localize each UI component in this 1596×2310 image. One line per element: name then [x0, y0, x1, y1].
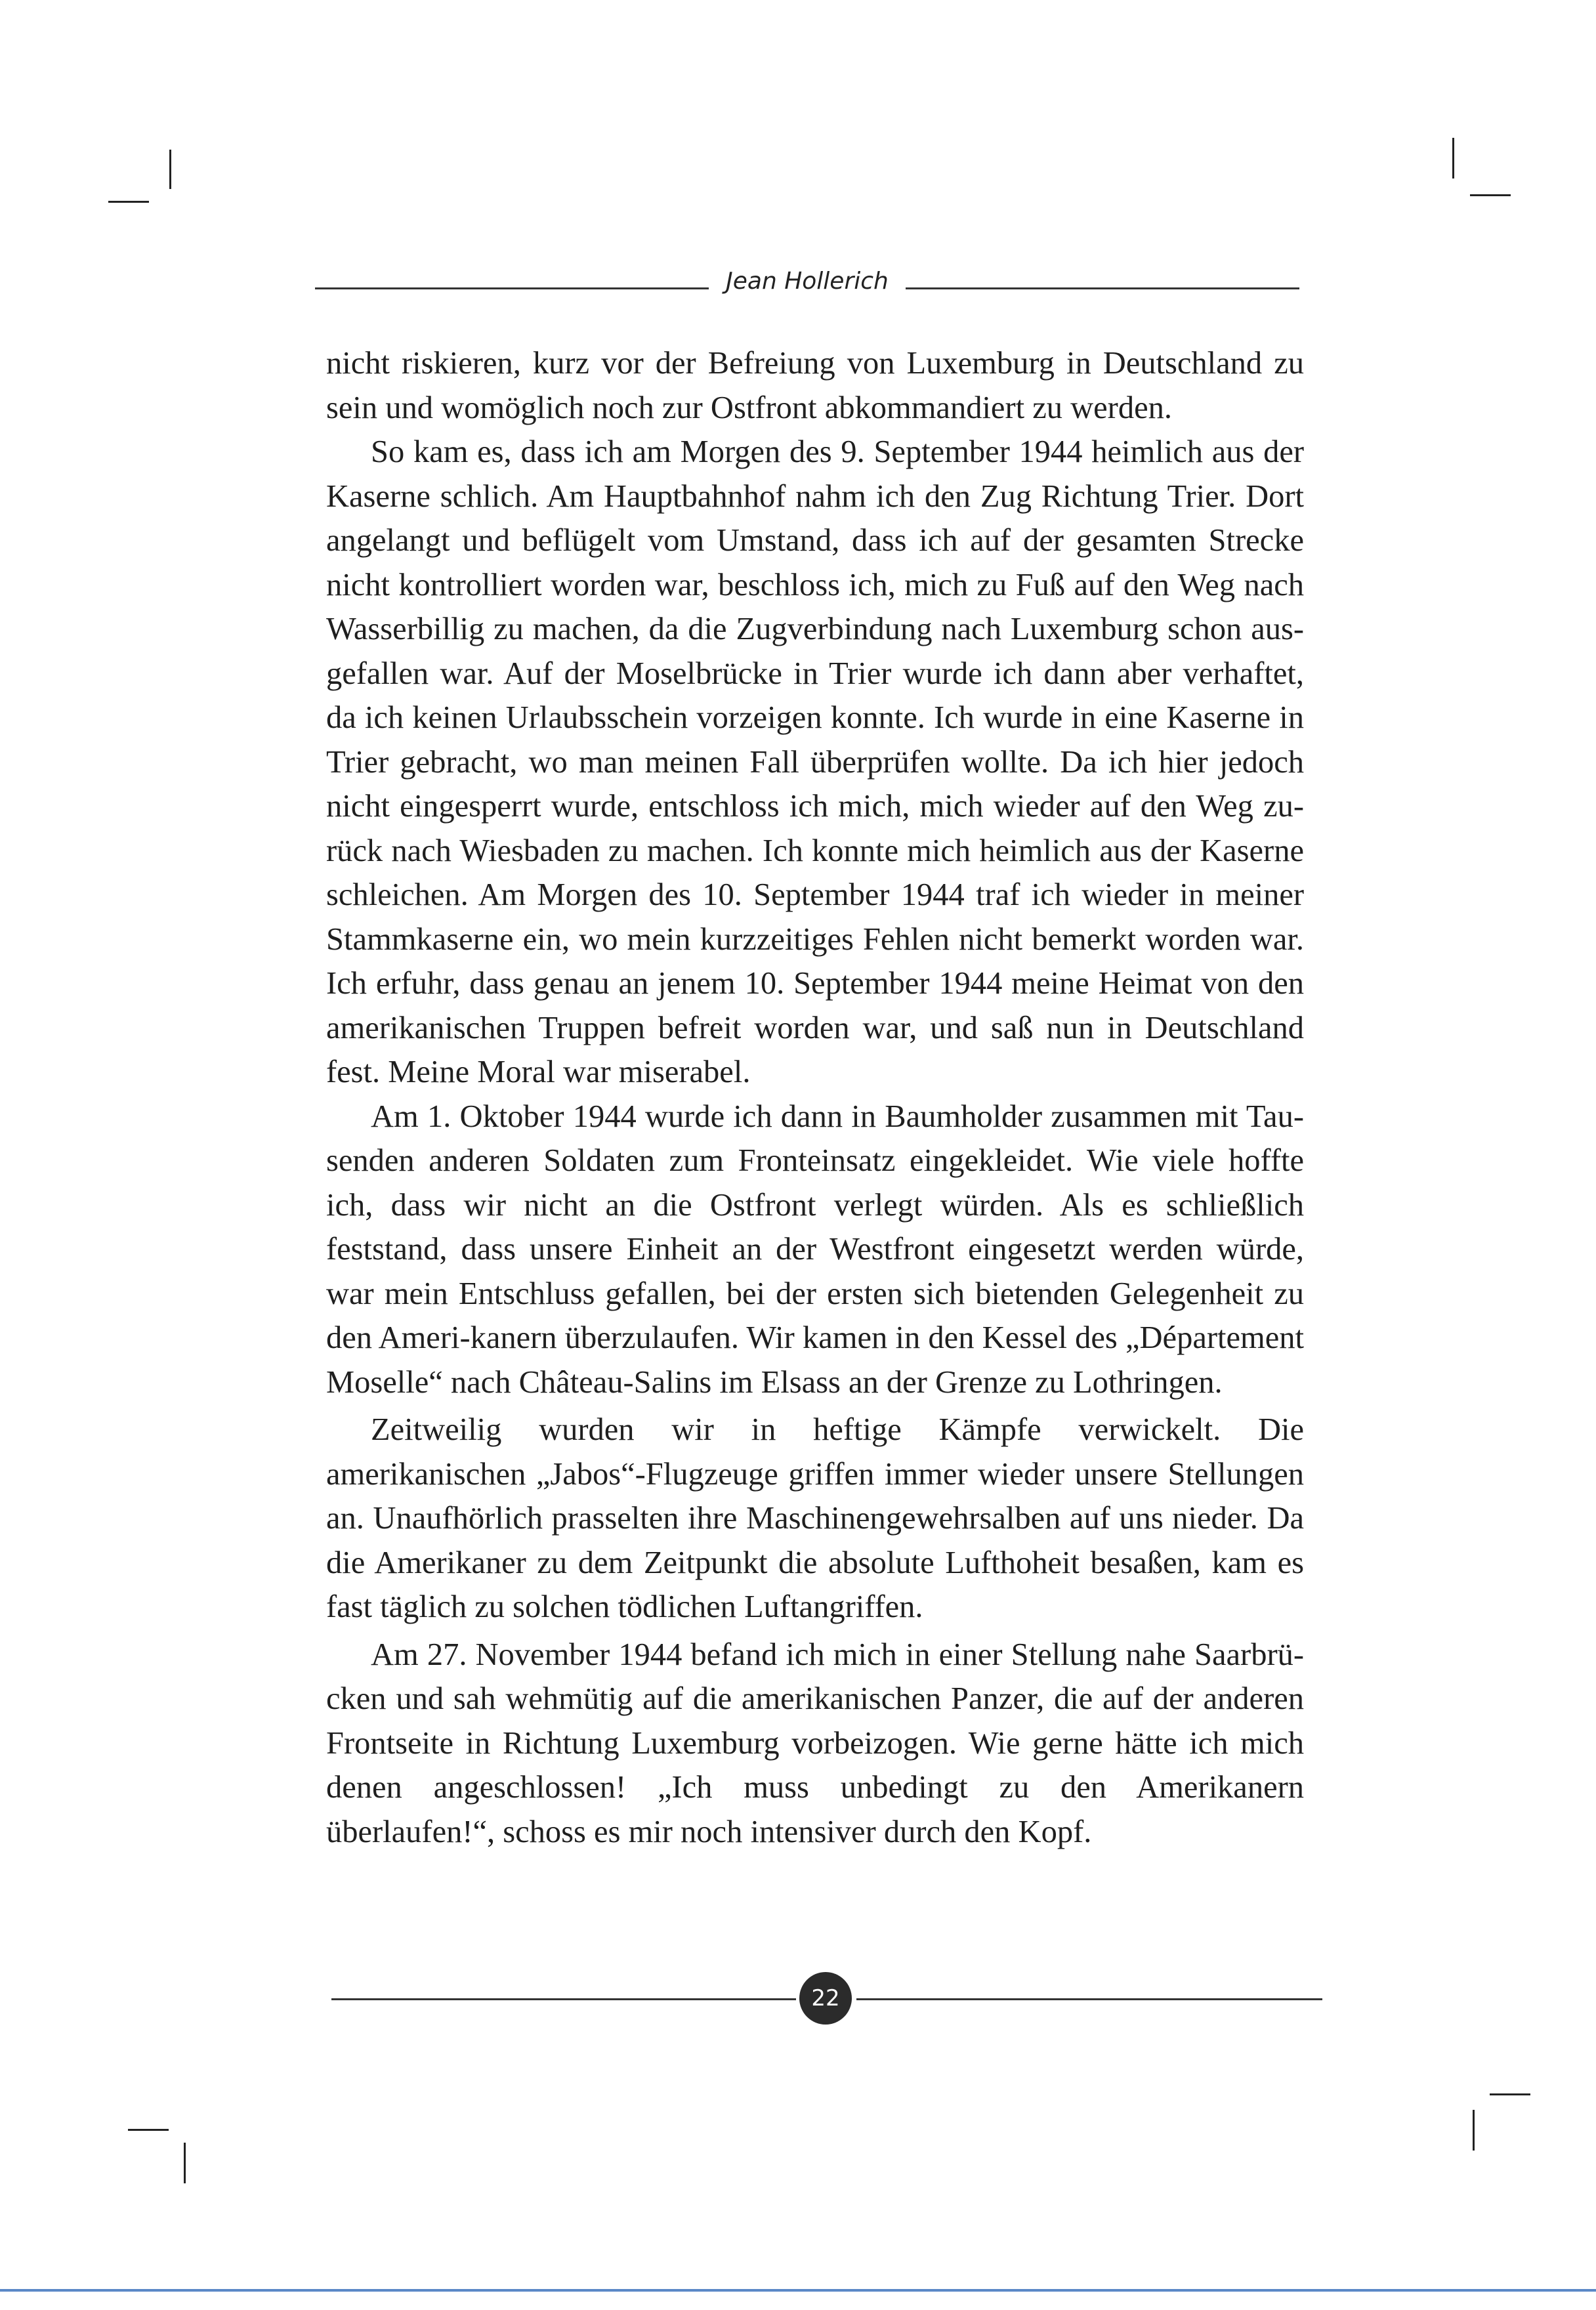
paragraph: Am 27. November 1944 befand ich mich in einer Stellung nahe Saarbrü-cken und sah wehmütig auf die amerikanischen Panzer, die auf der anderen Frontseite in Richtung Luxemburg vorbeizogen. Wie gerne hätte ich mich denen angeschlossen! „Ich muss unbedingt zu den Amerikanern überlaufen!“, schoss es mir noch intensiver durch den Kopf.: [326, 1637, 1304, 1849]
page-footer: [331, 1972, 1322, 2025]
running-header: [315, 262, 1299, 315]
crop-mark-bottom-right-vertical: [1473, 2110, 1475, 2151]
body-text: [326, 341, 1304, 1854]
paragraph: Zeitweilig wurden wir in heftige Kämpfe verwickelt. Die amerikanischen „Jabos“-Flugzeuge griffen immer wieder unsere Stellungen an. Unaufhörlich prasselten ihre Maschinengewehrsalben auf uns nieder. Da die Amerikaner zu dem Zeitpunkt die absolute Lufthoheit besaßen, kam es fast täglich zu solchen tödlichen Luftangriffen.: [326, 1412, 1304, 1624]
scan-edge-band: [0, 2289, 1596, 2292]
crop-mark-bottom-right-horizontal: [1490, 2093, 1530, 2095]
crop-mark-top-left-vertical: [169, 150, 171, 189]
header-rule-right: [906, 287, 1299, 289]
crop-mark-top-left-horizontal: [108, 201, 149, 203]
paragraph: Am 1. Oktober 1944 wurde ich dann in Baumholder zusammen mit Tau-senden anderen Soldaten zum Fronteinsatz eingekleidet. Wie viele hoffte ich, dass wir nicht an die Ostfront verlegt würden. Als es schließlich feststand, dass unsere Einheit an der Westfront eingesetzt werden würde, war mein Entschluss gefallen, bei der ersten sich bietenden Gelegenheit zu den Ameri-kanern überzulaufen. Wir kamen in den Kessel des „Département Moselle“ nach Château-Salins im Elsass an der Grenze zu Lothringen.: [326, 1099, 1304, 1400]
crop-mark-top-right-vertical: [1452, 138, 1454, 178]
crop-mark-bottom-left-horizontal: [128, 2129, 169, 2131]
paragraph: So kam es, dass ich am Morgen des 9. September 1944 heimlich aus der Kaserne schlich. Am Hauptbahnhof nahm ich den Zug Richtung Trier. Dort angelangt und beflügelt vom Umstand, dass ich auf der gesamten Strecke nicht kontrolliert worden war, beschloss ich, mich zu Fuß auf den Weg nach Wasserbillig zu machen, da die Zugverbindung nach Luxemburg schon aus-gefallen war. Auf der Moselbrücke in Trier wurde ich dann aber verhaftet, da ich keinen Urlaubsschein vorzeigen konnte. Ich wurde in eine Kaserne in Trier gebracht, wo man meinen Fall überprüfen wollte. Da ich hier jedoch nicht eingesperrt wurde, entschloss ich mich, mich wieder auf den Weg zu-rück nach Wiesbaden zu machen. Ich konnte mich heimlich aus der Kaserne schleichen. Am Morgen des 10. September 1944 traf ich wieder in meiner Stammkaserne ein, wo mein kurzzeitiges Fehlen nicht bemerkt worden war. Ich erfuhr, dass genau an jenem 10. September 1944 meine Heimat von den amerikanischen Truppen befreit worden war, und saß nun in Deutschland fest. Meine Moral war miserabel.: [326, 434, 1304, 1089]
header-author: Jean Hollerich: [726, 268, 889, 295]
header-rule-left: [315, 287, 709, 289]
crop-mark-top-right-horizontal: [1470, 194, 1511, 196]
crop-mark-bottom-left-vertical: [184, 2143, 186, 2183]
footer-rule-right: [856, 1998, 1322, 2000]
footer-rule-left: [331, 1998, 796, 2000]
paragraph-continuation: nicht riskieren, kurz vor der Befreiung von Luxemburg in Deutschland zu sein und womöglich noch zur Ostfront abkommandiert zu werden.: [326, 346, 1304, 425]
page-number: 22: [799, 1972, 852, 2025]
